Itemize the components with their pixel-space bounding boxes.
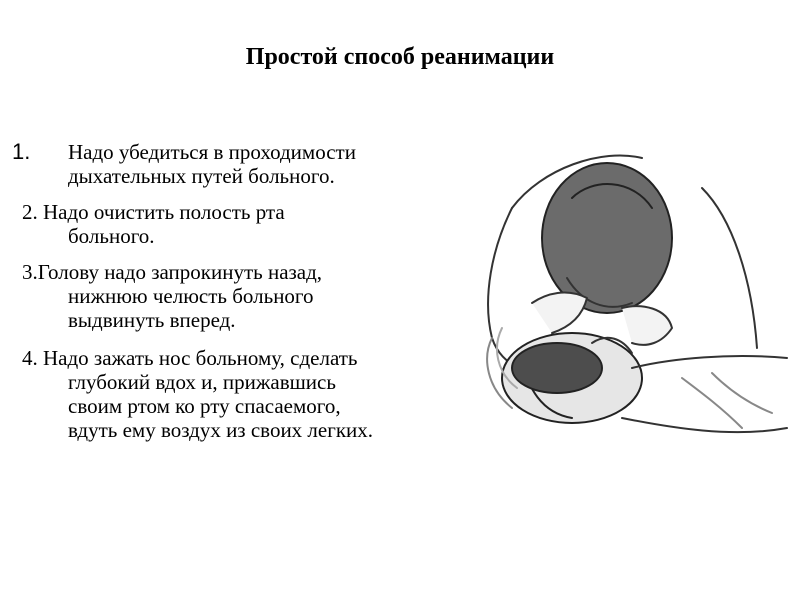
item-line: нижнюю челюсть больного [68,284,314,308]
item-line: Голову надо запрокинуть назад, [37,260,323,284]
item-line: дыхательных путей больного. [68,164,335,188]
item-line: глубокий вдох и, прижавшись [68,370,336,394]
instructions-list [0,140,470,454]
list-item [0,260,470,342]
list-item [0,346,470,450]
item-text [0,140,470,188]
item-line: Надо убедиться в проходимости [68,140,356,164]
item-line: Надо очистить полость рта [43,200,285,224]
slide-title: Простой способ реанимации [245,44,555,70]
list-item [0,200,470,256]
item-number-value: 2. [22,200,38,224]
cpr-illustration [472,128,792,468]
item-line: больного. [68,224,155,248]
list-item [0,140,470,196]
item-line: своим ртом ко рту спасаемого, [68,394,341,418]
item-number: 1. [12,139,31,164]
item-line: Надо зажать нос больному, сделать [43,346,358,370]
item-number [22,346,358,370]
item-line: выдвинуть вперед. [68,308,236,332]
item-line: вдуть ему воздух из своих легких. [68,418,374,442]
item-number [22,260,322,284]
item-number-value: 3. [22,260,38,284]
item-number-value: 4. [22,346,38,370]
item-number [22,200,285,224]
